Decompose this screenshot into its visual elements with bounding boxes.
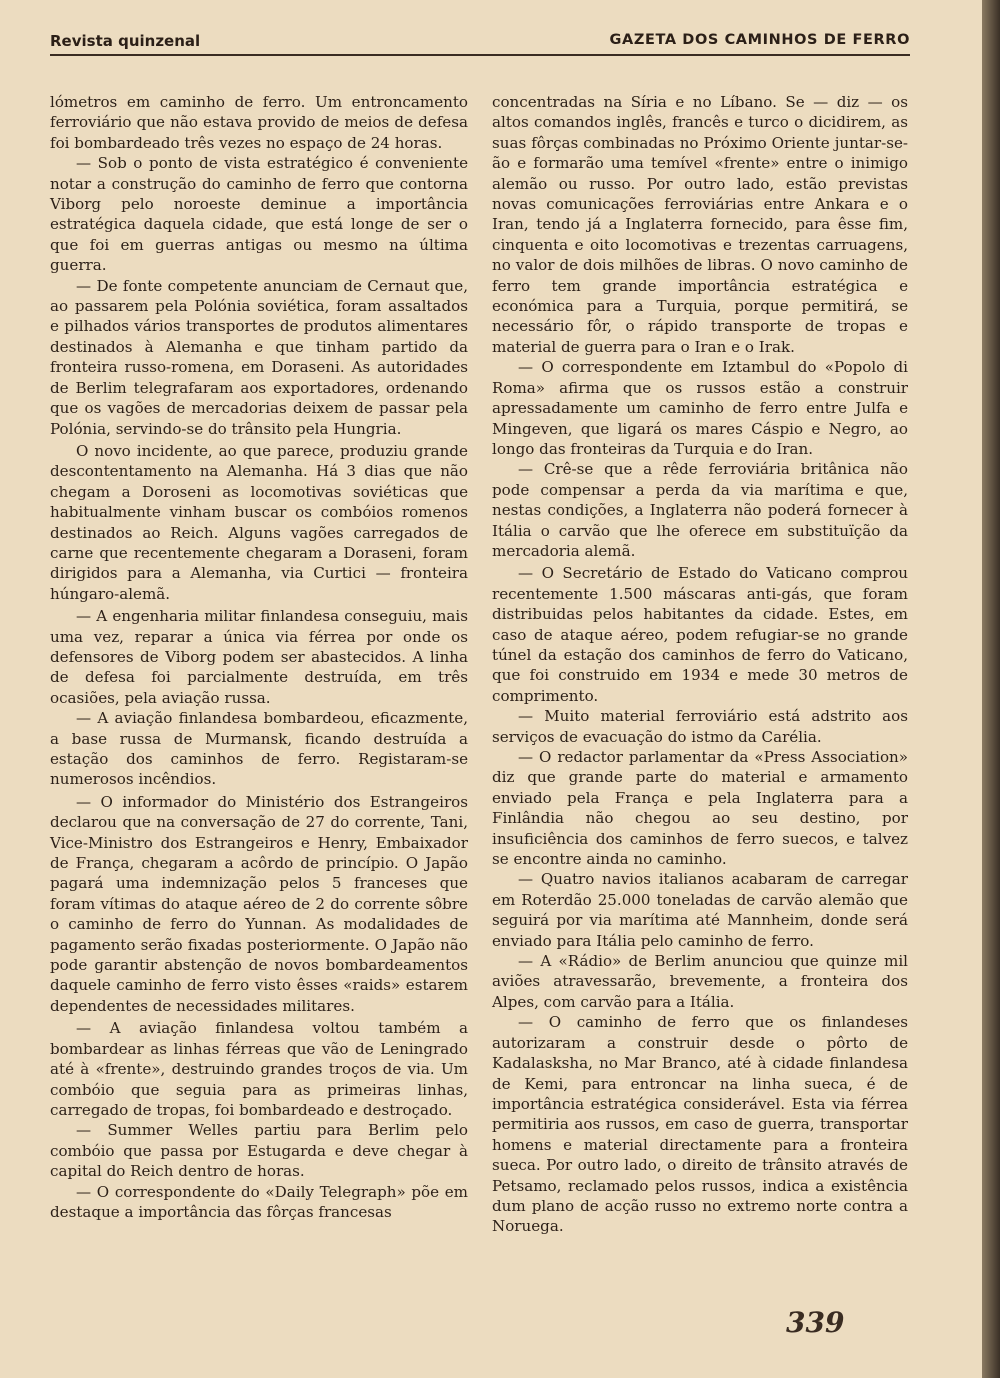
paragraph: — A aviação finlandesa bombardeou, eficazmente, a base russa de Murmansk, ficando destruída a estação dos caminhos de ferro. Registaram-se numerosos incêndios. — [50, 709, 468, 789]
paragraph: concentradas na Síria e no Líbano. Se — diz — os altos comandos inglês, francês e turco o dicidirem, as suas fôrças combinadas no Próximo Oriente juntar-se-ão e formarão uma temível «frente» entre o inimigo alemão ou russo. Por outro lado, estão previstas novas comunicações ferroviárias entre Ankara e o Iran, tendo já a Inglaterra fornecido, para êsse fim, cinquenta e oito locomotivas e trezentas carruagens, no valor de dois milhões de libras. O novo caminho de ferro tem grande importância estratégica e económica para a Turquia, porque permitirá, se necessário fôr, o rápido transporte de tropas e material de guerra para o Iran e o Irak. — [492, 93, 908, 356]
page-edge-shadow — [982, 0, 1000, 1378]
paragraph: lómetros em caminho de ferro. Um entroncamento ferroviário que não estava provido de meios de defesa foi bombardeado três vezes no espaço de 24 horas. — [50, 93, 468, 152]
right-column — [492, 92, 908, 1237]
paragraph: — O redactor parlamentar da «Press Association» diz que grande parte do material e armamento enviado pela França e pela Inglaterra para a Finlândia não chegou ao seu destino, por insuficiência dos caminhos de ferro suecos, e talvez se encontre ainda no caminho. — [492, 748, 908, 869]
paragraph: — O informador do Ministério dos Estrangeiros declarou que na conversação de 27 do corrente, Tani, Vice-Ministro dos Estrangeiros e Henry, Embaixador de França, chegaram a acôrdo de princípio. O Japão pagará uma indemnização pelos 5 franceses que foram vítimas do ataque aéreo de 2 do corrente sôbre o caminho de ferro do Yunnan. As modalidades de pagamento serão fixadas posteriormente. O Japão não pode garantir abstenção de novos bombardeamentos daquele caminho de ferro visto êsses «raids» estarem dependentes de necessidades militares. — [50, 792, 468, 1015]
paragraph: — O correspondente em Iztambul do «Popolo di Roma» afirma que os russos estão a construir apressadamente um caminho de ferro entre Julfa e Mingeven, que ligará os mares Cáspio e Negro, ao longo das fronteiras da Turquia e do Iran. — [492, 358, 908, 458]
header-left: Revista quinzenal — [50, 32, 201, 50]
running-header — [50, 30, 910, 56]
paragraph: — Quatro navios italianos acabaram de carregar em Roterdão 25.000 toneladas de carvão alemão que seguirá por via marítima até Mannheim, donde será enviado para Itália pelo caminho de ferro. — [492, 870, 908, 950]
paragraph: — De fonte competente anunciam de Cernaut que, ao passarem pela Polónia soviética, foram assaltados e pilhados vários transportes de produtos alimentares destinados à Alemanha e que tinham partido da fronteira russo-romena, em Doraseni. As autoridades de Berlim telegrafaram aos exportadores, ordenando que os vagões de mercadorias deixem de passar pela Polónia, servindo-se do trânsito pela Hungria. — [50, 276, 468, 438]
paragraph: — A «Rádio» de Berlim anunciou que quinze mil aviões atravessarão, brevemente, a fronteira dos Alpes, com carvão para a Itália. — [492, 952, 908, 1011]
paragraph: — Muito material ferroviário está adstrito aos serviços de evacuação do istmo da Carélia. — [492, 707, 908, 746]
paragraph: — O correspondente do «Daily Telegraph» põe em destaque a importância das fôrças francesas — [50, 1182, 468, 1221]
paragraph: O novo incidente, ao que parece, produziu grande descontentamento na Alemanha. Há 3 dias que não chegam a Doroseni as locomotivas soviéticas que habitualmente vinham buscar os combóios romenos destinados ao Reich. Alguns vagões carregados de carne que recentemente chegaram a Doraseni, foram dirigidos para a Alemanha, via Curtici — fronteira húngaro-alemã. — [50, 441, 468, 603]
paragraph: — Sob o ponto de vista estratégico é conveniente notar a construção do caminho de ferro que contorna Viborg pelo noroeste deminue a importância estratégica daquela cidade, que está longe de ser o que foi em guerras antigas ou mesmo na última guerra. — [50, 154, 468, 275]
left-column — [50, 92, 468, 1222]
paragraph: — Summer Welles partiu para Berlim pelo combóio que passa por Estugarda e deve chegar à capital do Reich dentro de horas. — [50, 1121, 468, 1181]
page-number: 339 — [786, 1306, 845, 1339]
paragraph: — A aviação finlandesa voltou também a bombardear as linhas férreas que vão de Leningrado até à «frente», destruindo grandes troços de via. Um combóio que seguia para as primeiras linhas, carregado de tropas, foi bombardeado e destroçado. — [50, 1019, 468, 1119]
paragraph: — O caminho de ferro que os finlandeses autorizaram a construir desde o pôrto de Kadalasksha, no Mar Branco, até à cidade finlandesa de Kemi, para entroncar na linha sueca, é de importância estratégica considerável. Esta via férrea permitiria aos russos, em caso de guerra, transportar homens e material directamente para a fronteira sueca. Por outro lado, o direito de trânsito através de Petsamo, reclamado pelos russos, indica a existência dum plano de acção russo no extremo norte contra a Noruega. — [492, 1013, 908, 1236]
paragraph: — O Secretário de Estado do Vaticano comprou recentemente 1.500 máscaras anti-gás, que foram distribuidas pelos habitantes da cidade. Estes, em caso de ataque aéreo, podem refugiar-se no grande túnel da estação dos caminhos de ferro do Vaticano, que foi construido em 1934 e mede 30 metros de comprimento. — [492, 564, 908, 705]
header-right: GAZETA DOS CAMINHOS DE FERRO — [609, 32, 910, 48]
paragraph: — A engenharia militar finlandesa conseguiu, mais uma vez, reparar a única via férrea por onde os defensores de Viborg podem ser abastecidos. A linha de defesa foi parcialmente destruída, em três ocasiões, pela aviação russa. — [50, 607, 468, 707]
paragraph: — Crê-se que a rêde ferroviária britânica não pode compensar a perda da via marítima e que, nestas condições, a Inglaterra não poderá fornecer à Itália o carvão que lhe oferece em substituïção da mercadoria alemã. — [492, 460, 908, 560]
